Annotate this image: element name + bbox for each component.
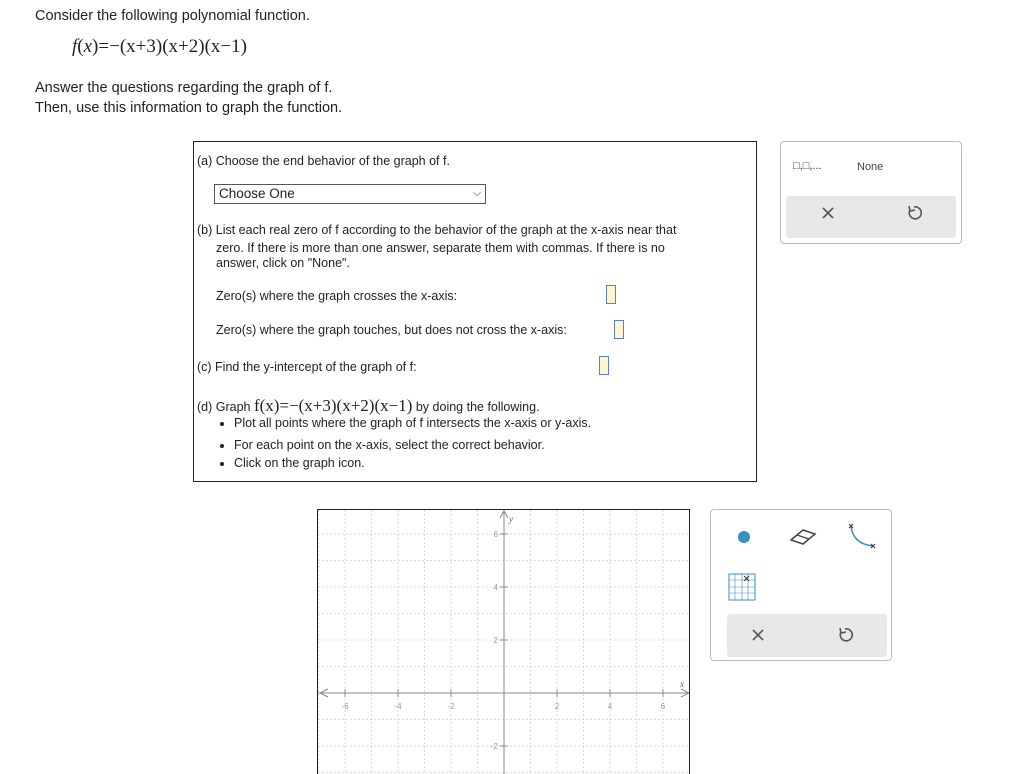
y-tick-label: -2: [490, 742, 498, 751]
curve-tool-button[interactable]: [845, 522, 879, 555]
question-b-line3: answer, click on "None".: [216, 256, 350, 270]
crosses-answer-input[interactable]: [606, 285, 616, 304]
point-icon: [736, 529, 752, 545]
end-behavior-select[interactable]: [214, 184, 486, 204]
list-icon[interactable]: □,□,...: [793, 160, 822, 172]
question-b-line2: zero. If there is more than one answer, separate them with commas. If there is no: [216, 241, 665, 255]
question-b-line1: (b) List each real zero of f according to the behavior of the graph at the x-axis near that: [197, 223, 677, 237]
none-button[interactable]: None: [857, 161, 884, 173]
graph-toolbar: [710, 509, 892, 661]
chevron-down-icon: ⌵: [473, 188, 481, 199]
question-d-suffix: by doing the following.: [415, 400, 540, 414]
x-axis-label: x: [680, 679, 684, 689]
question-a-label: (a) Choose the end behavior of the graph of f.: [197, 154, 450, 168]
close-icon: [749, 626, 767, 644]
grid-icon: [727, 572, 757, 602]
x-tick-label: -2: [447, 702, 455, 711]
x-tick-label: 4: [607, 702, 613, 711]
crosses-label: Zero(s) where the graph crosses the x-axis:: [216, 289, 458, 303]
bullet-item: • Plot all points where the graph of f intersects the x-axis or y-axis.: [234, 412, 591, 434]
clear-graph-button[interactable]: [749, 626, 767, 647]
bullet-item: • For each point on the x-axis, select the correct behavior.: [234, 434, 591, 456]
question-d-formula: f(x)=−(x+3)(x+2)(x−1): [253, 396, 413, 415]
eraser-icon: [787, 524, 819, 548]
toolbar-action-bar: [786, 196, 956, 238]
x-tick-label: -4: [394, 702, 402, 711]
clear-button[interactable]: [819, 204, 837, 225]
instruction-line-2: Then, use this information to graph the function.: [35, 100, 343, 116]
y-tick-label: 4: [493, 583, 498, 592]
graph-canvas[interactable]: [318, 510, 690, 774]
y-tick-label: 2: [493, 636, 498, 645]
point-tool-button[interactable]: [736, 529, 752, 548]
select-value: Choose One: [219, 186, 295, 201]
question-d-prefix: (d) Graph: [197, 400, 251, 414]
close-icon: [819, 204, 837, 222]
intro-text: Consider the following polynomial function.: [35, 8, 310, 24]
answer-toolbar: [780, 141, 962, 244]
function-definition: f(x)=−(x+3)(x+2)(x−1): [72, 36, 247, 57]
y-axis-label: y: [509, 514, 513, 524]
y-tick-label: 6: [493, 530, 498, 539]
question-c-label: (c) Find the y-intercept of the graph of f:: [197, 360, 417, 374]
curve-icon: [845, 522, 879, 552]
touches-answer-input[interactable]: [614, 320, 624, 339]
undo-icon: [905, 204, 923, 222]
touches-label: Zero(s) where the graph touches, but does not cross the x-axis:: [216, 323, 567, 337]
x-tick-label: 6: [660, 702, 666, 711]
coordinate-graph[interactable]: [317, 509, 690, 774]
question-d-bullets: [198, 412, 591, 470]
undo-graph-button[interactable]: [836, 626, 854, 647]
y-intercept-answer-input[interactable]: [599, 356, 609, 375]
x-tick-label: -6: [341, 702, 349, 711]
undo-button[interactable]: [905, 204, 923, 225]
bullet-item: • Click on the graph icon.: [234, 456, 591, 470]
instruction-line-1: Answer the questions regarding the graph of f.: [35, 80, 333, 96]
eraser-tool-button[interactable]: [787, 524, 819, 551]
undo-icon: [836, 626, 854, 644]
x-tick-label: 2: [554, 702, 560, 711]
graph-options-button[interactable]: [727, 572, 757, 605]
